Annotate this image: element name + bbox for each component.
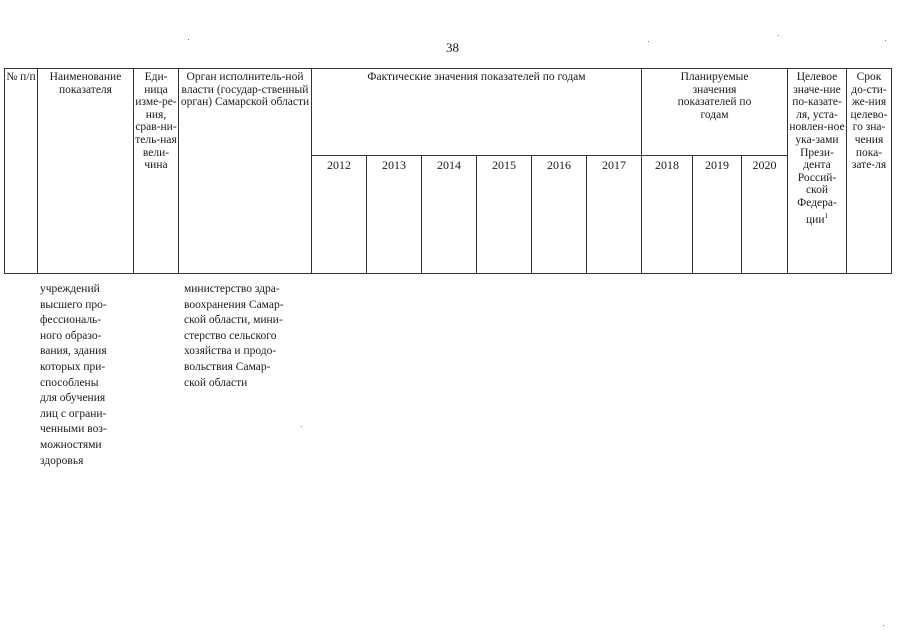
text-line: ного образо- — [40, 329, 102, 342]
scan-speck — [883, 625, 884, 626]
year-2013: 2013 — [367, 156, 422, 274]
year-2015: 2015 — [477, 156, 532, 274]
header-organ: Орган исполнитель-ной власти (государ-ственный орган) Самарской области — [179, 69, 312, 274]
indicators-header-table — [4, 68, 892, 274]
header-unit: Еди-ница изме-ре-ния, срав-ни-тель-ная вели-чина — [134, 69, 179, 274]
text-line: ской области — [184, 376, 248, 389]
text-line: стерство сельского — [184, 329, 277, 342]
header-target-text: Целевое значе-ние по-казате-ля, уста-новлен-ное ука-зами Прези-дента Россий-ской Федера-ции — [789, 71, 845, 226]
text-line: воохранения Самар- — [184, 298, 284, 311]
page-number: 38 — [446, 40, 459, 55]
text-line: здоровья — [40, 454, 84, 467]
year-2014: 2014 — [422, 156, 477, 274]
scan-speck — [301, 426, 302, 427]
scan-speck — [778, 35, 779, 36]
text-line: вания, здания — [40, 345, 107, 358]
header-planned-group — [642, 69, 788, 156]
continued-organ-name — [184, 282, 304, 391]
text-line: фессиональ- — [40, 314, 102, 327]
scan-speck — [188, 39, 189, 40]
year-2019: 2019 — [693, 156, 742, 274]
year-2020: 2020 — [742, 156, 788, 274]
scan-speck — [885, 40, 886, 41]
text-line: ченными воз- — [40, 423, 107, 436]
text-line: которых при- — [40, 360, 106, 373]
text-line: высшего про- — [40, 298, 107, 311]
text-line: учреждений — [40, 283, 100, 295]
text-line: способлены — [40, 376, 99, 389]
header-planned-group-text: Планируемые значения показателей по годам — [677, 71, 752, 121]
continued-indicator-name — [40, 282, 140, 469]
header-num: № п/п — [5, 69, 38, 274]
year-2017: 2017 — [587, 156, 642, 274]
header-name: Наименование показателя — [38, 69, 134, 274]
text-line: ской области, мини- — [184, 314, 283, 327]
text-line: хозяйства и продо- — [184, 345, 277, 358]
text-line: для обучения — [40, 392, 106, 405]
text-line: министерство здра- — [184, 283, 280, 295]
header-actual-group: Фактические значения показателей по годам — [312, 69, 642, 156]
text-line: можностями — [40, 438, 102, 451]
footnote-marker: 1 — [824, 211, 828, 220]
header-deadline: Срок до-сти-же-ния целево-го зна-чения пока-зате-ля — [847, 69, 892, 274]
text-line: лиц с ограни- — [40, 407, 107, 420]
year-2016: 2016 — [532, 156, 587, 274]
year-2018: 2018 — [642, 156, 693, 274]
scan-speck — [648, 41, 649, 42]
header-target — [788, 69, 847, 274]
year-2012: 2012 — [312, 156, 367, 274]
text-line: вольствия Самар- — [184, 360, 271, 373]
